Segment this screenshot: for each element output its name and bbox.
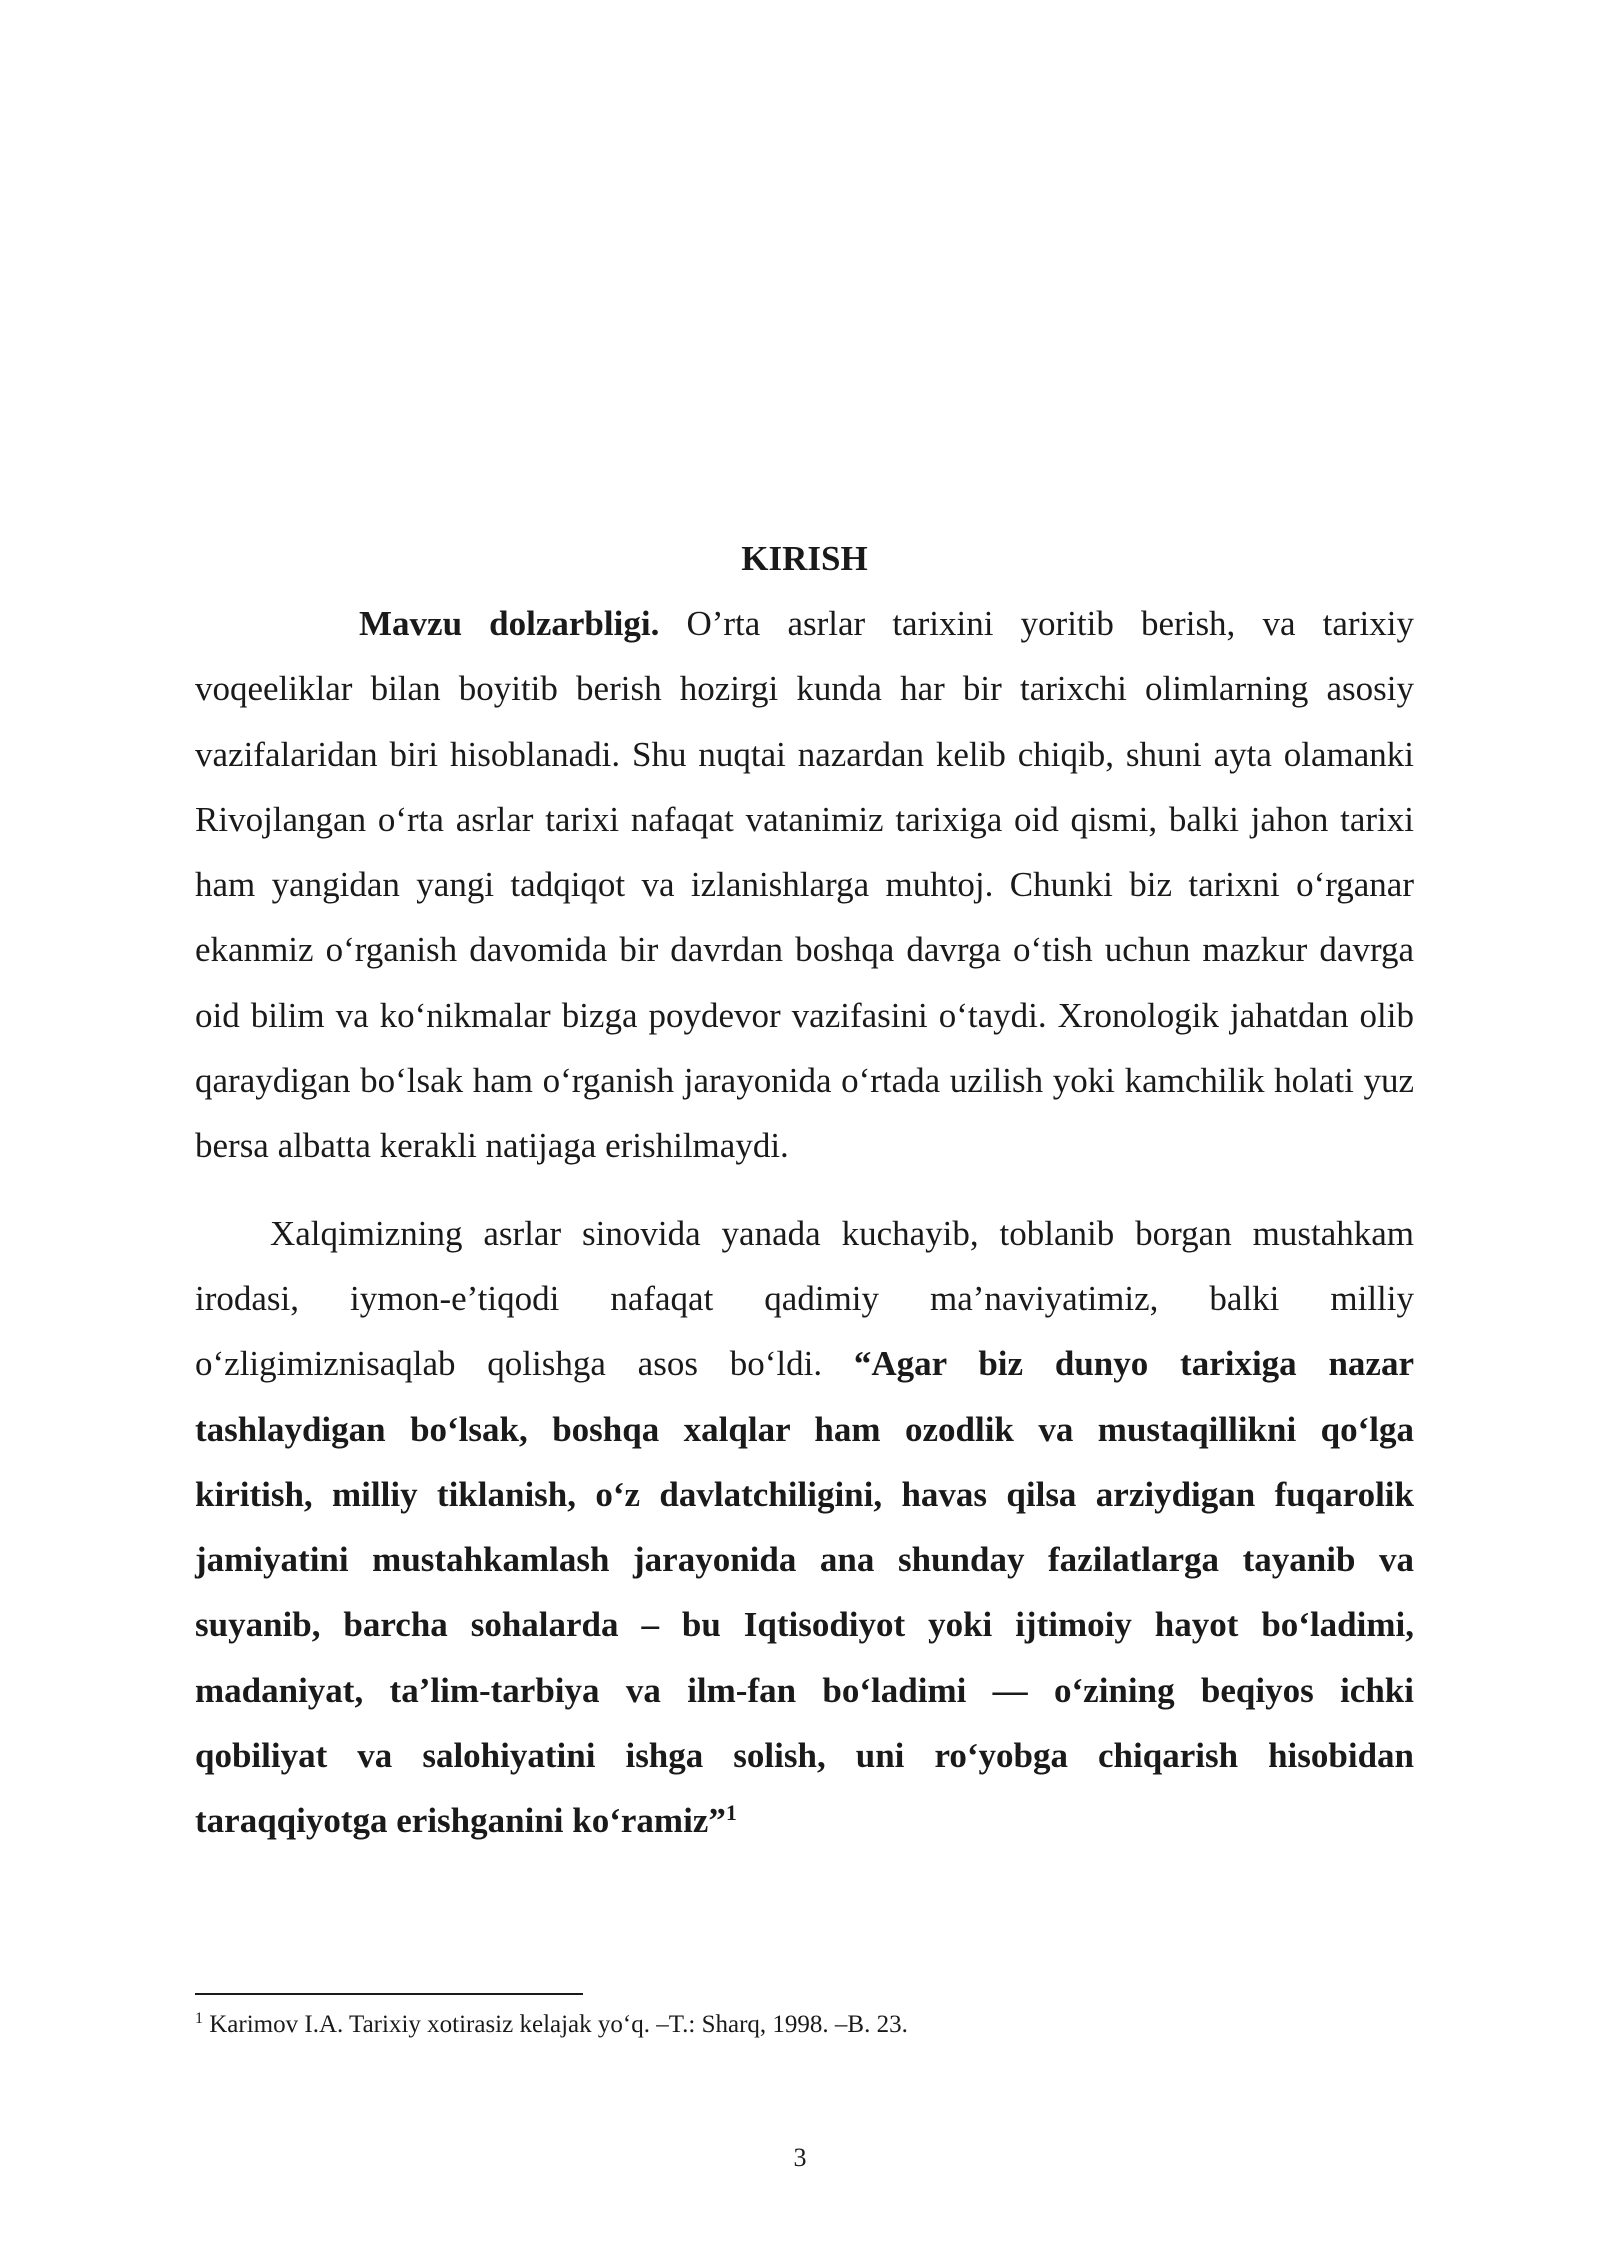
paragraph-lead: Mavzu dolzarbligi. [359,604,660,643]
paragraph-relevance [195,591,1414,1179]
bold-quote: “Agar biz dunyo tarixiga nazar tashlaydigan bo‘lsak, boshqa xalqlar ham ozodlik va mustaqillikni qo‘lga kiritish, milliy tiklanish, o‘z davlatchiligini, havas qilsa arziydigan fuqarolik jamiyatini mustahkamlash jarayonida ana shunday fazilatlarga tayanib va suyanib, barcha sohalarda – bu Iqtisodiyot yoki ijtimoiy hayot bo‘ladimi, madaniyat, ta’lim-tarbiya va ilm-fan bo‘ladimi — o‘zining beqiyos ichki qobiliyat va salohiyatini ishga solish, uni ro‘yobga chiqarish hisobidan taraqqiyotga erishganini ko‘ramiz” [195,1344,1414,1841]
paragraph-text: O’rta asrlar tarixini yoritib berish, va tarixiy voqeeliklar bilan boyitib berish hozirgi kunda har bir tarixchi olimlarning asosiy vazifalaridan biri hisoblanadi. Shu nuqtai nazardan kelib chiqib, shuni ayta olamanki Rivojlangan o‘rta asrlar tarixi nafaqat vatanimiz tarixiga oid qismi, balki jahon tarixi ham yangidan yangi tadqiqot va izlanishlarga muhtoj. Chunki biz tarixni o‘rganar ekanmiz o‘rganish davomida bir davrdan boshqa davrga o‘tish uchun mazkur davrga oid bilim va ko‘nikmalar bizga poydevor vazifasini o‘taydi. Xronologik jahatdan olib qaraydigan bo‘lsak ham o‘rganish jarayonida o‘rtada uzilish yoki kamchilik holati yuz bersa albatta kerakli natijaga erishilmaydi. [195,604,1414,1166]
footnote-text: Karimov I.A. Tarixiy xotirasiz kelajak yo‘q. –T.: Sharq, 1998. –B. 23. [203,2011,908,2038]
page-body [195,526,1414,1854]
footnote-divider [195,1993,583,1995]
paragraph-text: Xalqimizning asrlar sinovida yanada kuchayib, toblanib borgan mustahkam irodasi, iymon-e’tiqodi nafaqat qadimiy ma’naviyatimiz, balki milliy o‘zligimiznisaqlab qolishga asos bo‘ldi. [195,1213,1414,1384]
footnote-reference[interactable]: 1 [725,1800,737,1826]
footnote [195,2007,1414,2043]
paragraph-quote [195,1201,1414,1854]
chapter-title: KIRISH [741,539,868,578]
page-number: 3 [793,2143,807,2172]
footnote-marker: 1 [195,2010,203,2027]
